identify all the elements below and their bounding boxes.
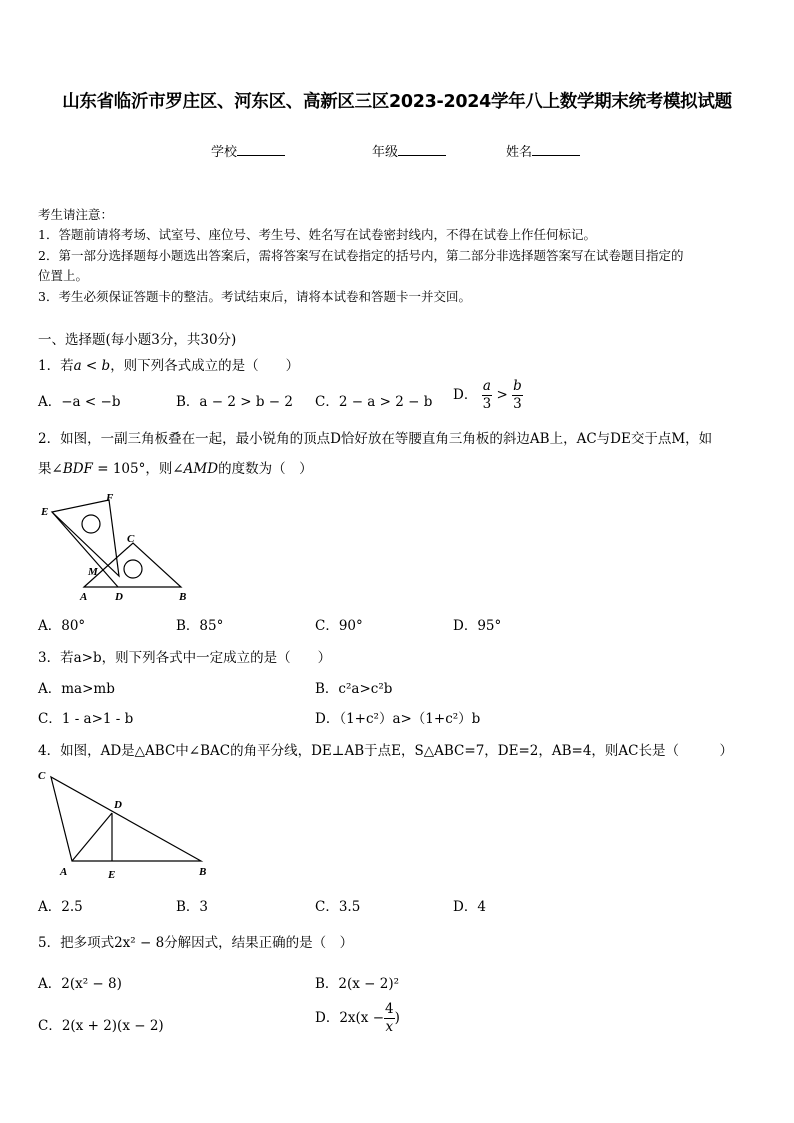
q1-d-num1: a bbox=[482, 378, 491, 394]
q1-option-a: A．−a < −b bbox=[38, 394, 121, 410]
q4-option-d: D．4 bbox=[453, 899, 486, 915]
q5-stem: 5．把多项式2x² − 8分解因式，结果正确的是（ ） bbox=[38, 935, 354, 951]
q4-bisector-ad bbox=[72, 813, 112, 861]
q1-d-den2: 3 bbox=[513, 395, 522, 412]
school-field bbox=[211, 141, 285, 160]
q5-option-c: C．2(x + 2)(x − 2) bbox=[38, 1018, 164, 1034]
q2-mid: = 105°，则∠ bbox=[92, 461, 184, 477]
q1-d-den1: 3 bbox=[482, 395, 492, 412]
q5-d-den: x bbox=[385, 1018, 394, 1035]
q2-option-b: B．85° bbox=[176, 618, 224, 634]
notice-item-1: 1．答题前请将考场、试室号、座位号、考生号、姓名写在试卷密封线内，不得在试卷上作任何标记。 bbox=[38, 227, 596, 242]
q2-label-c: C bbox=[127, 533, 135, 545]
q5-option-a: A．2(x² − 8) bbox=[38, 976, 122, 992]
q2-option-d: D．95° bbox=[453, 618, 502, 634]
q2-line-ed bbox=[52, 512, 118, 587]
q4-option-b: B．3 bbox=[176, 899, 209, 915]
notice-item-2: 2．第一部分选择题每小题选出答案后，需将答案写在试卷指定的括号内，第二部分非选择题答案写在试卷题目指定的 bbox=[38, 248, 684, 263]
q4-stem: 4．如图，AD是△ABC中∠BAC的角平分线，DE⊥AB于点E，S△ABC=7，DE=2，AB=4，则AC长是（ ） bbox=[38, 743, 734, 759]
q1-d-num2: b bbox=[513, 378, 522, 394]
q2-hole-1 bbox=[82, 515, 100, 533]
section-heading: 一、选择题(每小题3分，共30分) bbox=[38, 332, 237, 348]
q1-d-label: D． bbox=[453, 387, 478, 403]
q1-option-c: C．2 − a > 2 − b bbox=[315, 394, 433, 410]
q2-option-c: C．90° bbox=[315, 618, 363, 634]
q4-label-a: A bbox=[60, 866, 68, 878]
name-blank bbox=[532, 143, 580, 156]
q2-bdf: BDF bbox=[62, 461, 93, 477]
school-blank bbox=[237, 143, 285, 156]
school-label: 学校 bbox=[211, 145, 238, 160]
q1-stem bbox=[38, 354, 299, 374]
q4-triangle-figure bbox=[34, 765, 214, 883]
q5-d-frac bbox=[384, 1003, 395, 1034]
q4-label-d: D bbox=[114, 799, 122, 811]
q5-option-b: B．2(x − 2)² bbox=[315, 976, 400, 992]
q3-stem: 3．若a>b，则下列各式中一定成立的是（ ） bbox=[38, 650, 332, 666]
q3-option-d: D．（1+c²）a>（1+c²）b bbox=[315, 711, 481, 727]
q1-prefix: 1．若 bbox=[38, 358, 74, 374]
q5-option-d bbox=[315, 1003, 400, 1034]
q2-label-f: F bbox=[106, 492, 114, 504]
q2-label-b: B bbox=[179, 591, 187, 602]
q2-triangle-figure bbox=[36, 490, 196, 602]
q4-triangle-abc bbox=[51, 777, 201, 861]
grade-field bbox=[372, 141, 446, 160]
grade-label: 年级 bbox=[372, 145, 399, 160]
q2-option-a: A．80° bbox=[38, 618, 86, 634]
q2-hole-2 bbox=[124, 560, 142, 578]
q4-label-b: B bbox=[199, 866, 207, 878]
q1-d-op: > bbox=[496, 387, 508, 403]
q2-label-a: A bbox=[80, 591, 88, 602]
q2-stem-line1: 2．如图，一副三角板叠在一起，最小锐角的顶点D恰好放在等腰直角三角板的斜边AB上，AC与DE交于点M，如 bbox=[38, 431, 713, 447]
q4-option-c: C．3.5 bbox=[315, 899, 361, 915]
q1-suffix: ，则下列各式成立的是（ ） bbox=[110, 358, 300, 374]
notice-item-2-cont: 位置上。 bbox=[38, 268, 89, 283]
name-field bbox=[506, 141, 580, 160]
q2-label-d: D bbox=[115, 591, 123, 602]
q5-d-num: 4 bbox=[385, 1001, 394, 1017]
q2-label-m: M bbox=[88, 566, 98, 578]
q1-d-frac1 bbox=[482, 380, 493, 411]
notice-item-3: 3．考生必须保证答题卡的整洁。考试结束后，请将本试卷和答题卡一并交回。 bbox=[38, 289, 471, 304]
notice-heading: 考生请注意： bbox=[38, 207, 114, 222]
q3-option-a: A．ma>mb bbox=[38, 681, 115, 697]
q4-option-a: A．2.5 bbox=[38, 899, 83, 915]
name-label: 姓名 bbox=[506, 145, 533, 160]
q4-label-e: E bbox=[108, 869, 116, 881]
q4-label-c: C bbox=[38, 770, 46, 782]
q1-d-frac2 bbox=[512, 380, 523, 411]
q5-d-prefix: D．2x(x − bbox=[315, 1010, 385, 1026]
grade-blank bbox=[398, 143, 446, 156]
q1-expr: a < b bbox=[73, 358, 111, 374]
q2-suffix: 的度数为（ ） bbox=[218, 461, 313, 477]
q2-stem-line2 bbox=[38, 457, 313, 477]
exam-title: 山东省临沂市罗庄区、河东区、高新区三区2023-2024学年八上数学期末统考模拟试题 bbox=[62, 92, 732, 112]
q2-prefix: 果∠ bbox=[38, 461, 63, 477]
q2-amd: AMD bbox=[183, 461, 219, 477]
q3-option-c: C．1 - a>1 - b bbox=[38, 711, 134, 727]
q5-d-suffix: ) bbox=[394, 1010, 400, 1026]
q2-label-e: E bbox=[41, 506, 49, 518]
q1-option-b: B．a − 2 > b − 2 bbox=[176, 394, 293, 410]
q1-option-d bbox=[453, 380, 523, 411]
q3-option-b: B．c²a>c²b bbox=[315, 681, 393, 697]
